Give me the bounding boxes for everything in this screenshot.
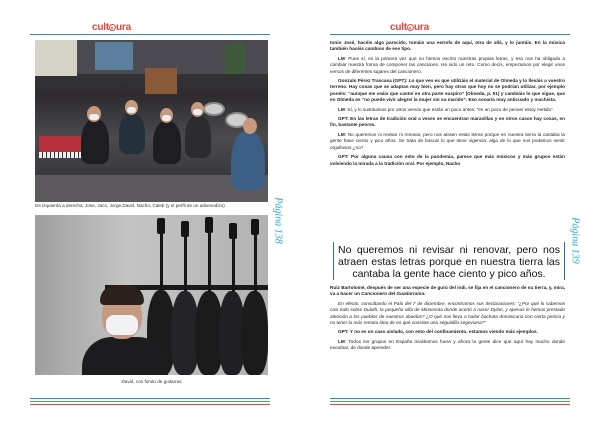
paragraph: GPT: En las letras de tradición oral a veces se encuentran maravillas y en otros casos hay cosas, en fin, bastante peores. [330, 116, 565, 128]
paragraph: LM: No queremos ni revisar ni renovar, pero nos atraen estas letras porque en nuestra tierra la cantaba la gente hace ciento y pico años. Se trata de buscar lo que tiene vigencia, algo de lo que nos podamos sentir orgullosos ¿no? [330, 131, 565, 150]
band-rehearsal-photo [35, 40, 268, 202]
page-number-left: Página 138 [272, 197, 284, 244]
paragraph: LM: Sí, y lo sustituimos por otros versos que están un poco antes: “en un pozo de penas/ estoy metido”. [338, 106, 555, 112]
magazine-logo: cult ura [92, 22, 131, 33]
paragraph: LM: Todos los grupos en España mirábamos fuera y ahora la gente dice que aquí hay mucho donde escarbar, de donde aprender. [330, 338, 565, 351]
bottom-rule-red-right [330, 404, 570, 405]
paragraph: En efecto, consultando el País del 7 de diciembre, encontramos sus declaraciones: “¿Por qué lo sabemos casi todo sobre Duluth, la pequeña villa de Minnesota donde acertó a nacer Dylan, y apenas le hemos prestado atención a los pueblos de nuestros abuelos? ¿O qué nos lleva a bailar bachata dominicana con cierta pericia y no tener la más remota idea de en qué consiste una seguidilla segoviana?” [330, 300, 565, 326]
logo-mark-icon [407, 24, 414, 31]
interview-text-lower [330, 285, 565, 355]
bottom-rule-green [30, 401, 270, 402]
paragraph: tonio José, hacéis algo parecido, tomáis una estrofa de aquí, otra de allá, y lo juntáis. En la música también hacéis cambios de ese tipo. [330, 40, 565, 52]
bottom-rule-green-right [330, 401, 570, 402]
paragraph: Ruiz Bartolomé, después de ser una especie de gurú del indi, se fija en el cancionero de su tierra, y, mira, va a hacer un Cancionero del Guadarrama. [330, 285, 565, 297]
paragraph: GPT: Y no es un caso aislado, con esto del confinamiento, estamos viendo más ejemplos. [338, 329, 538, 335]
paragraph: GPT: Por alguna causa con esto de la pandemia, parece que más músicos y más grupos están volviendo la mirada a la tradición oral. Por ejemplo, Nacho [330, 154, 565, 166]
pull-quote: No queremos ni revisar ni renovar, pero nos atraen estas letras porque en nuestra tierra las cantaba la gente hace ciento y pico años. [333, 242, 565, 280]
top-rule [30, 34, 270, 35]
paragraph: LM: Pues sí, es la primera vez que no hemos escrito nuestras propias letras, y eso nos ha obligado a cambiar nuestra forma de componer las canciones. Ha sido un reto. Como decís, empezamos por elegir unos versos de diferentes lugares del cancionero. [330, 55, 565, 74]
bottom-rule-blue [30, 398, 270, 399]
top-rule-right [330, 34, 570, 35]
paragraph: Gonzalo Pérez Trascasa (GPT): Lo que veo es que utilizáis el material de Olmeda y lo lleváis a vuestro terreno. Hay cosas que se adaptan muy bien, pero hay otras que hoy no se podrían utilizar, por ejemplo ponéis: “aunque me veáis que canto/ en otra parte suspiro” (Olmeda, p. 51) y cambiáis lo que sigue, que en Olmeda es “no puede vivir alegre/ la mujer sin su marido”. Eso sonaría muy anticuado y machista. [330, 78, 565, 103]
right-page [300, 0, 600, 424]
bottom-rule-red [30, 404, 270, 405]
logo-mark-icon [109, 24, 116, 31]
photo2-caption: David, con fondo de guitarras [121, 379, 182, 384]
interview-text-upper [330, 40, 565, 170]
photo1-caption: De izquierda a derecha: Jose, Jaco, Jorge,David, Nacho, Caleb (y el perfil de un advenedizo) [35, 203, 225, 208]
bottom-rule-blue-right [330, 398, 570, 399]
guitars-portrait-photo [35, 215, 268, 375]
page-number-right: Página 139 [569, 217, 581, 264]
magazine-logo-right: cult ura [390, 22, 429, 33]
